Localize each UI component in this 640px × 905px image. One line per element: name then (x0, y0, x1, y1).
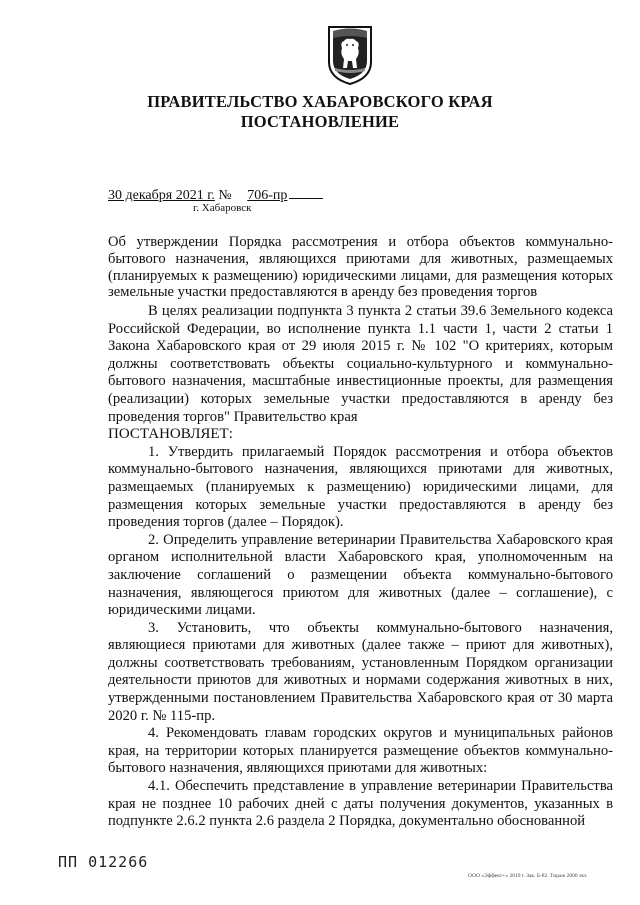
document-number: 706-пр (247, 188, 288, 203)
document-date: 30 декабря 2021 г. (108, 188, 215, 203)
decree-word: ПОСТАНОВЛЯЕТ: (108, 426, 233, 443)
document-subject: Об утверждении Порядка рассмотрения и отбора объектов коммунально-бытового назначения, являющихся приютами для животных, размещаемых (планируемых к размещению) юридическими лицами, для размещения которых земельные участки предоставляются в аренду без проведения торгов (108, 234, 613, 301)
item-4-paragraph: 4. Рекомендовать главам городских округов и муниципальных районов края, на территории которых планируется размещение объектов коммунально-бытового назначения, являющихся приютами для животных: (108, 725, 613, 777)
preamble-paragraph: В целях реализации подпункта 3 пункта 2 статьи 39.6 Земельного кодекса Российской Федерации, во исполнение пункта 1.1 части 1, части 2 статьи 1 Закона Хабаровского края от 29 июля 2015 г. № 102 "О критериях, которым должны соответствовать объекты социально-культурного и коммунально-бытового назначения, масштабные инвестиционные проекты, для размещения (реализации) которых земельные участки предоставляются в аренду без проведения торгов" Правительство края (108, 303, 613, 425)
document-body (108, 303, 613, 831)
print-info: ООО «Эффект+» 2019 г. Зак. Б-82. Тираж 2000 экз. (468, 873, 588, 879)
document-city: г. Хабаровск (193, 202, 252, 214)
item-4-1-paragraph: 4.1. Обеспечить представление в управление ветеринарии Правительства края не позднее 10 рабочих дней с даты получения документов, указанных в подпункте 2.6.2 пункта 2.6 раздела 2 Порядка, документально обоснованной (108, 778, 613, 830)
item-1-paragraph: 1. Утвердить прилагаемый Порядок рассмотрения и отбора объектов коммунально-бытового назначения, являющихся приютами для животных, размещаемых (планируемых к размещению) юридическими лицами, для размещения которых земельные участки предоставляются в аренду без проведения торгов (далее – Порядок). (108, 443, 613, 531)
document-type: ПОСТАНОВЛЕНИЕ (240, 112, 400, 131)
number-sign: № (218, 188, 232, 203)
number-underline (289, 186, 323, 199)
coat-of-arms-icon (325, 24, 375, 86)
organization-title: ПРАВИТЕЛЬСТВО ХАБАРОВСКОГО КРАЯ (147, 92, 493, 111)
form-code: ПП 012266 (58, 853, 149, 871)
item-2-paragraph: 2. Определить управление ветеринарии Правительства Хабаровского края органом исполнительной власти Хабаровского края, уполномоченным на заключение соглашений о размещении объекта коммунально-бытового назначения, являющегося приютом для животных (далее – соглашение), с юридическими лицами. (108, 531, 613, 619)
item-3-paragraph: 3. Установить, что объекты коммунально-бытового назначения, являющиеся приютами для животных (далее также – приют для животных), должны соответствовать требованиям, установленным Порядком организации деятельности приютов для животных и нормами содержания животных в них, утвержденными постановлением Правительства Хабаровского края от 30 марта 2020 г. № 115-пр. (108, 619, 613, 724)
